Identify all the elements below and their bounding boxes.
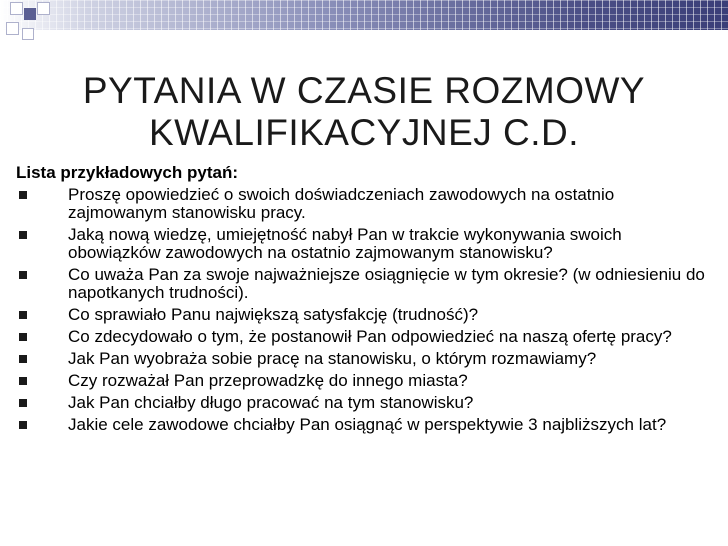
list-item-text: Jak Pan chciałby długo pracować na tym stanowisku? [68, 393, 474, 412]
slide-title-line1: PYTANIA W CZASIE ROZMOWY [82, 69, 646, 111]
list-item-text: Co sprawiało Panu największą satysfakcję (trudność)? [68, 305, 479, 324]
list-item-text: Co zdecydowało o tym, że postanowił Pan odpowiedzieć na naszą ofertę pracy? [68, 327, 672, 346]
square-decor [22, 28, 34, 40]
list-item [16, 186, 716, 222]
list-item [16, 372, 716, 390]
header-band-grid [0, 0, 728, 30]
list-item [16, 328, 716, 346]
square-bullet-icon [19, 399, 27, 407]
list-item [16, 416, 716, 434]
list-item-text: Proszę opowiedzieć o swoich doświadczeniach zawodowych na ostatnio zajmowanym stanowisku pracy. [68, 185, 615, 222]
slide-content [16, 164, 716, 438]
list-item-text: Jaką nową wiedzę, umiejętność nabył Pan w trakcie wykonywania swoich obowiązków zawodowych na ostatnio zajmowanym stanowisku? [68, 225, 622, 262]
list-heading: Lista przykładowych pytań: [16, 163, 238, 182]
list-item [16, 306, 716, 324]
decorative-squares [0, 0, 60, 50]
square-bullet-icon [19, 421, 27, 429]
list-item [16, 226, 716, 262]
square-bullet-icon [19, 377, 27, 385]
list-item-text: Co uważa Pan za swoje najważniejsze osiągnięcie w tym okresie? (w odniesieniu do napotkanych trudności). [68, 265, 705, 302]
square-bullet-icon [19, 333, 27, 341]
list-item-text: Jakie cele zawodowe chciałby Pan osiągnąć w perspektywie 3 najbliższych lat? [68, 415, 667, 434]
square-decor [6, 22, 19, 35]
slide-title-line2: KWALIFIKACYJNEJ C.D. [148, 111, 580, 153]
square-decor [10, 2, 23, 15]
list-item [16, 394, 716, 412]
square-bullet-icon [19, 355, 27, 363]
square-decor [37, 2, 50, 15]
list-item-text: Czy rozważał Pan przeprowadzkę do innego miasta? [68, 371, 468, 390]
list-item [16, 266, 716, 302]
list-item [16, 350, 716, 368]
square-bullet-icon [19, 191, 27, 199]
question-list [16, 186, 716, 434]
list-item-text: Jak Pan wyobraża sobie pracę na stanowisku, o którym rozmawiamy? [68, 349, 597, 368]
square-bullet-icon [19, 231, 27, 239]
slide-title [40, 70, 688, 154]
square-decor [24, 8, 36, 20]
square-bullet-icon [19, 311, 27, 319]
square-bullet-icon [19, 271, 27, 279]
